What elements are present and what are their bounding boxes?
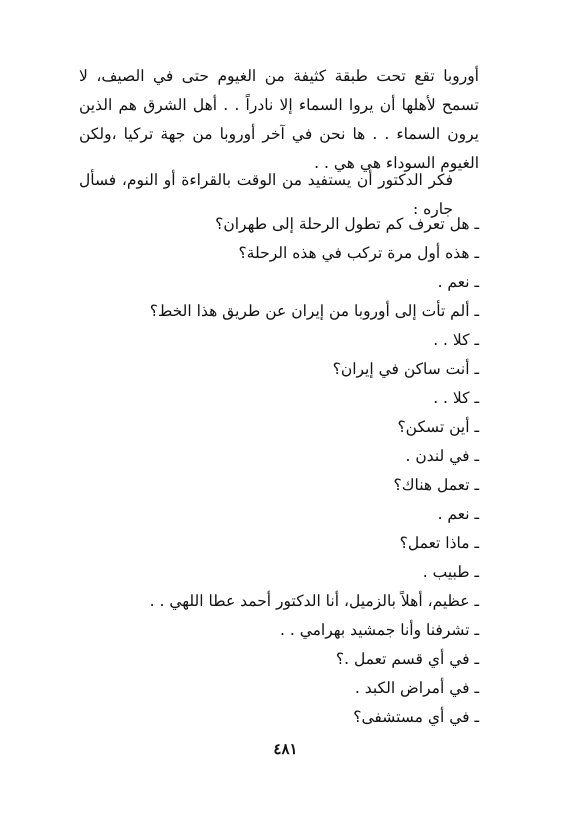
dialogue-line: ـ ألم تأت إلى أوروبا من إيران عن طريق هذا الخط؟ xyxy=(149,302,479,320)
dialogue-line: ـ في أي قسم تعمل .؟ xyxy=(335,650,479,668)
paragraph-europe-clouds: أوروبا تقع تحت طبقة كثيفة من الغيوم حتى في الصيف، لا تسمح لأهلها أن يروا السماء إلا نادراً . . أهل الشرق هم الذين يرون السماء . . ها نحن في آخر أوروبا من جهة تركيا ،ولكن الغيوم السوداء هي هي . . xyxy=(79,67,479,172)
paragraph-doctor-thought: فكر الدكتور أن يستفيد من الوقت بالقراءة أو النوم، فسأل جاره : xyxy=(79,171,453,218)
dialogue-line: ـ تعمل هناك؟ xyxy=(393,476,479,494)
page-number: ٤٨١ xyxy=(273,740,298,758)
dialogue-line: ـ نعم . xyxy=(437,505,479,523)
dialogue-line: ـ كلا . . xyxy=(433,389,479,407)
dialogue-line: ـ في أي مستشفى؟ xyxy=(353,708,479,726)
dialogue-line: ـ عظيم، أهلاً بالزميل، أنا الدكتور أحمد عطا اللهي . . xyxy=(149,592,479,610)
dialogue-line: ـ في لندن . xyxy=(405,447,479,465)
dialogue-line: ـ نعم . xyxy=(437,273,479,291)
dialogue-line: ـ كلا . . xyxy=(433,331,479,349)
dialogue-line: ـ هذه أول مرة تركب في هذه الرحلة؟ xyxy=(238,244,479,262)
dialogue-line: ـ في أمراض الكبد . xyxy=(354,679,479,697)
dialogue-line: ـ تشرفنا وأنا جمشيد بهرامي . . xyxy=(279,621,479,639)
dialogue-line: ـ هل تعرف كم تطول الرحلة إلى طهران؟ xyxy=(215,215,479,233)
dialogue-line: ـ طبيب . xyxy=(422,563,479,581)
dialogue-line: ـ أنت ساكن في إيران؟ xyxy=(332,360,479,378)
dialogue-line: ـ ماذا تعمل؟ xyxy=(399,534,479,552)
dialogue-line: ـ أين تسكن؟ xyxy=(397,418,479,436)
